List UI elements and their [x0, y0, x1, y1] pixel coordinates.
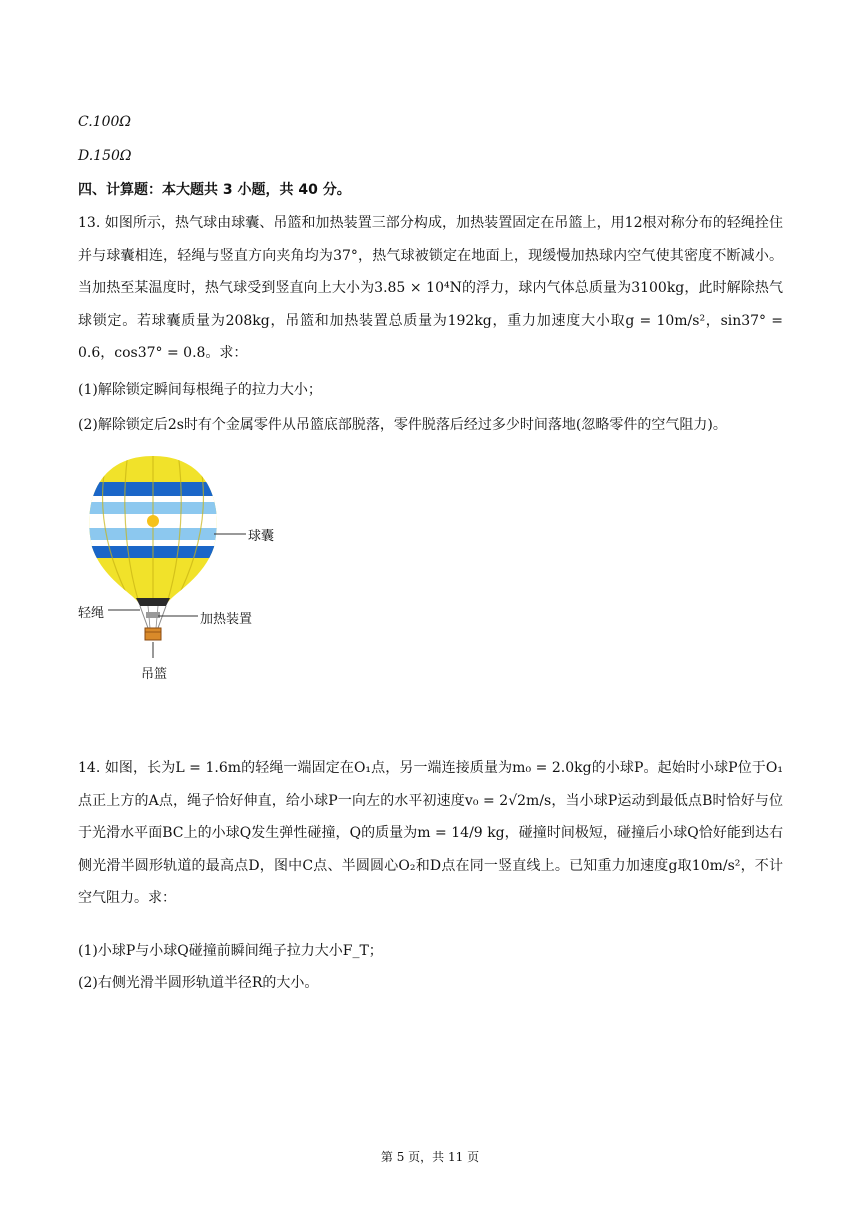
- label-envelope: 球囊: [248, 529, 275, 544]
- hot-air-balloon-figure: [78, 452, 278, 682]
- sun-emblem-icon: [147, 515, 159, 527]
- question-13-text: 13. 如图所示，热气球由球囊、吊篮和加热装置三部分构成，加热装置固定在吊篮上，用12根对称分布的轻绳拴住并与球囊相连，轻绳与竖直方向夹角均为37°，热气球被锁定在地面上，现缓慢加热球内空气使其密度不断减小。当加热至某温度时，热气球受到竖直向上大小为3.85 × 10⁴N的浮力，球内气体总质量为3100kg，此时解除热气球锁定。若球囊质量为208kg，吊篮和加热装置总质量为192kg，重力加速度大小取g = 10m/s²，sin37° = 0.6，cos37° = 0.8。求：: [78, 215, 783, 361]
- label-rope: 轻绳: [78, 606, 105, 621]
- question-14-part-2: (2)右侧光滑半圆形轨道半径R的大小。: [78, 975, 319, 991]
- balloon-basket: [145, 628, 161, 640]
- section-heading: 四、计算题：本大题共 3 小题，共 40 分。: [78, 182, 351, 198]
- option-d: D.150Ω: [78, 148, 132, 164]
- page-footer: 第 5 页，共 11 页: [380, 1150, 480, 1164]
- label-heater: 加热装置: [200, 612, 253, 627]
- label-basket: 吊篮: [141, 667, 168, 682]
- question-14-text: 14. 如图，长为L = 1.6m的轻绳一端固定在O₁点，另一端连接质量为m₀ = 2.0kg的小球P。起始时小球P位于O₁点正上方的A点，绳子恰好伸直，给小球P一向左的水平初速度v₀ = 2√2m/s，当小球P运动到最低点B时恰好与位于光滑水平面BC上的小球Q发生弹性碰撞，Q的质量为m = 14/9 kg，碰撞时间极短，碰撞后小球Q恰好能到达右侧光滑半圆形轨道的最高点D，图中C点、半圆圆心O₂和D点在同一竖直线上。已知重力加速度g取10m/s²，不计空气阻力。求：: [78, 760, 783, 906]
- question-13-part-1: (1)解除锁定瞬间每根绳子的拉力大小；: [78, 382, 322, 398]
- balloon-envelope: [78, 452, 238, 612]
- balloon-ropes: [140, 606, 166, 628]
- question-13-part-2: (2)解除锁定后2s时有个金属零件从吊篮底部脱落，零件脱落后经过多少时间落地(忽略零件的空气阻力)。: [78, 417, 727, 433]
- option-c: C.100Ω: [78, 114, 131, 130]
- question-14-part-1: (1)小球P与小球Q碰撞前瞬间绳子拉力大小F_T；: [78, 943, 383, 959]
